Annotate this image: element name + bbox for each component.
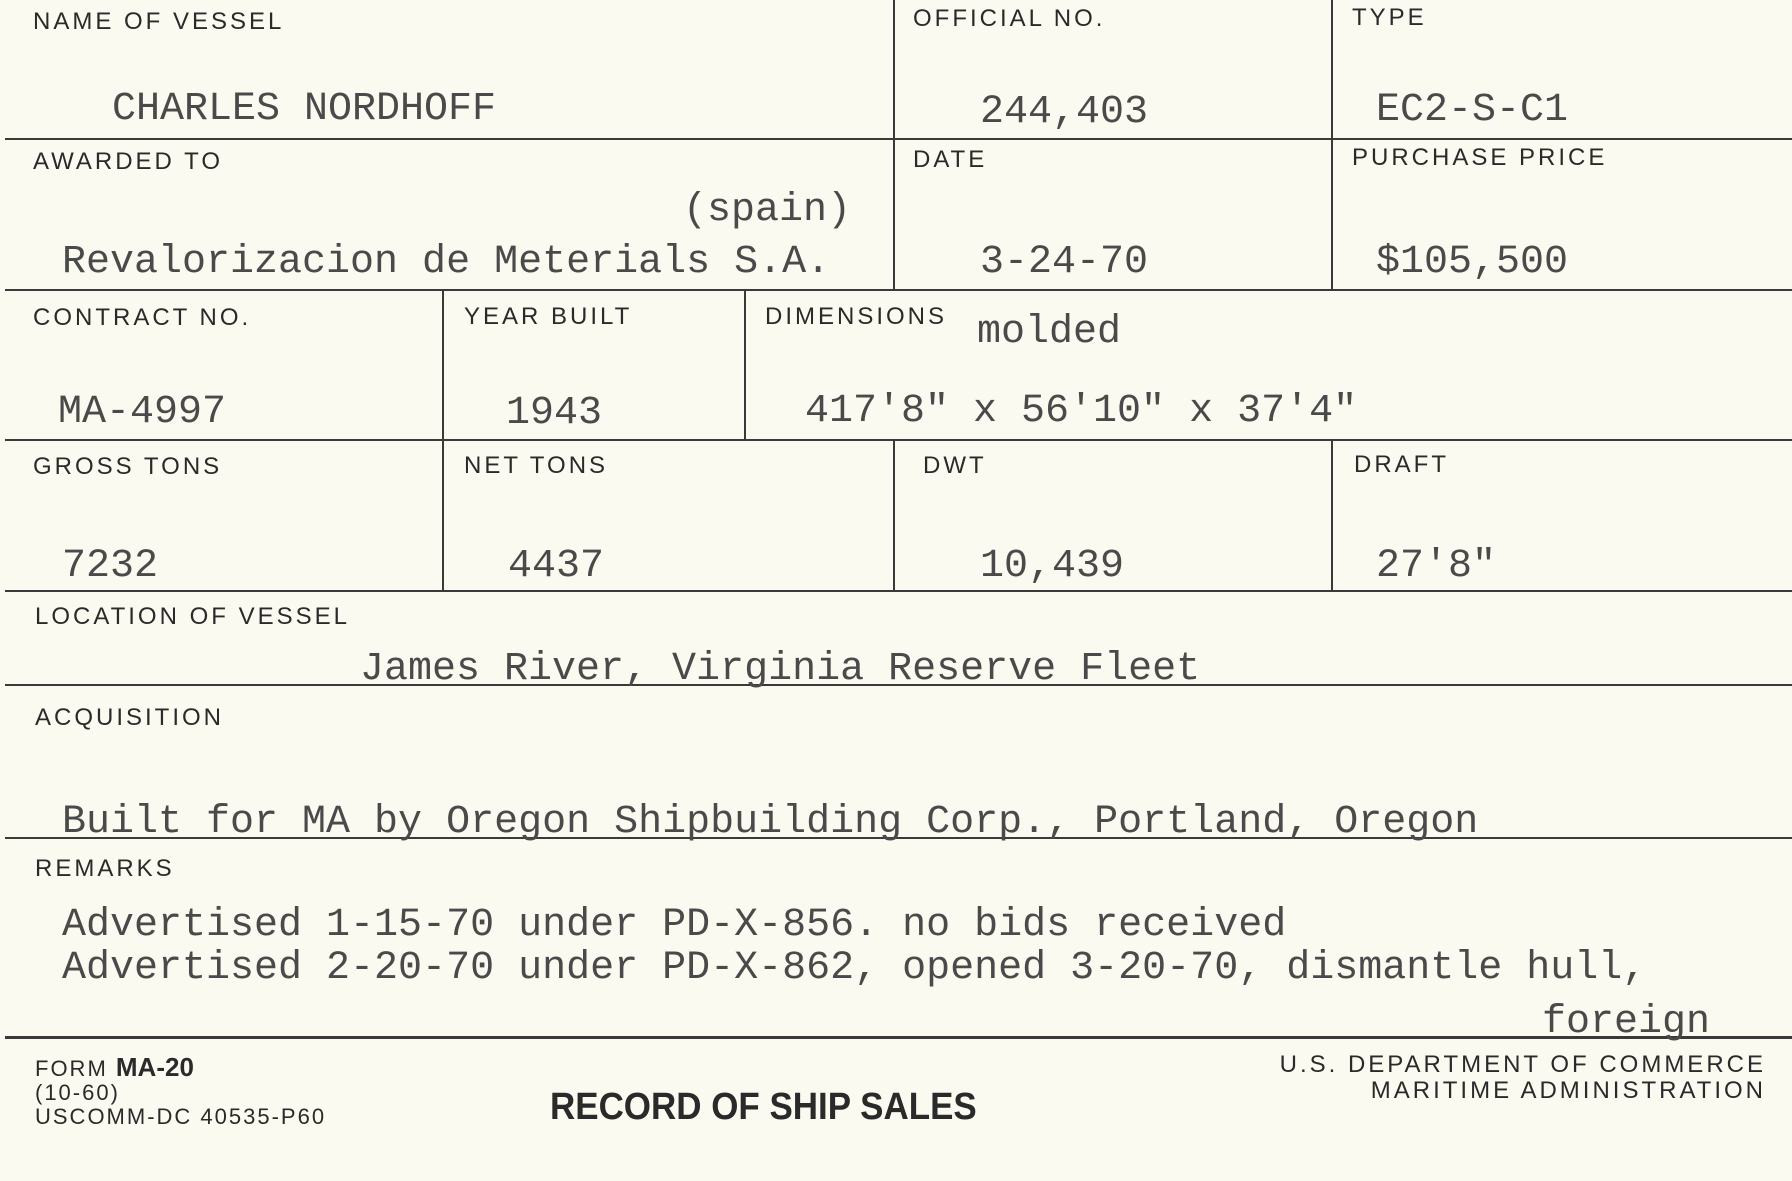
- column-divider: [744, 289, 746, 441]
- agency-name: MARITIME ADMINISTRATION: [1370, 1077, 1766, 1104]
- form-number: MA-20: [115, 1052, 194, 1082]
- awarded-to-value: Revalorizacion de Meterials S.A.: [62, 240, 831, 285]
- year-built-value: 1943: [506, 391, 603, 436]
- remarks-line-1: Advertised 1-15-70 under PD-X-856. no bids received: [62, 903, 1287, 948]
- purchase-price-value: $105,500: [1376, 240, 1569, 285]
- column-divider: [893, 439, 895, 592]
- awarded-to-label: AWARDED TO: [33, 148, 224, 175]
- card-title: RECORD OF SHIP SALES: [550, 1086, 977, 1128]
- column-divider: [1331, 439, 1333, 592]
- location-of-vessel-label: LOCATION OF VESSEL: [35, 603, 350, 630]
- net-tons-label: NET TONS: [464, 452, 609, 479]
- official-no-label: OFFICIAL NO.: [913, 5, 1106, 32]
- draft-value: 27'8": [1376, 544, 1497, 589]
- row-divider: [5, 1036, 1792, 1039]
- type-value: EC2-S-C1: [1376, 88, 1569, 133]
- remarks-label: REMARKS: [35, 855, 175, 882]
- acquisition-value: Built for MA by Oregon Shipbuilding Corp., Portland, Oregon: [62, 800, 1479, 845]
- official-no-value: 244,403: [980, 90, 1149, 135]
- contract-no-value: MA-4997: [58, 390, 227, 435]
- purchase-price-label: PURCHASE PRICE: [1352, 144, 1608, 171]
- column-divider: [1331, 0, 1333, 291]
- awarded-to-country: (spain): [683, 188, 852, 233]
- form-date: (10-60): [35, 1080, 120, 1105]
- name-of-vessel-value: CHARLES NORDHOFF: [112, 87, 497, 132]
- row-divider: [5, 590, 1792, 592]
- date-label: DATE: [913, 146, 988, 173]
- row-divider: [5, 138, 1792, 140]
- column-divider: [893, 0, 895, 291]
- row-divider: [5, 289, 1792, 291]
- remarks-line-2: Advertised 2-20-70 under PD-X-862, opened 3-20-70, dismantle hull,: [62, 946, 1647, 991]
- contract-no-label: CONTRACT NO.: [33, 304, 252, 331]
- name-of-vessel-label: NAME OF VESSEL: [33, 8, 285, 35]
- location-of-vessel-value: James River, Virginia Reserve Fleet: [360, 647, 1201, 692]
- form-prefix: FORM: [35, 1056, 108, 1081]
- dimensions-label: DIMENSIONS: [765, 303, 948, 330]
- year-built-label: YEAR BUILT: [464, 303, 633, 330]
- dimensions-note: molded: [977, 310, 1122, 355]
- acquisition-label: ACQUISITION: [35, 704, 225, 731]
- form-code: USCOMM-DC 40535-P60: [35, 1104, 327, 1129]
- draft-label: DRAFT: [1354, 451, 1449, 478]
- column-divider: [442, 289, 444, 592]
- dimensions-value: 417'8" x 56'10" x 37'4": [805, 389, 1358, 434]
- gross-tons-value: 7232: [62, 544, 159, 589]
- date-value: 3-24-70: [980, 240, 1149, 285]
- remarks-line-3: foreign: [1542, 1000, 1711, 1045]
- form-id: [35, 1052, 194, 1083]
- net-tons-value: 4437: [508, 544, 605, 589]
- type-label: TYPE: [1352, 4, 1427, 31]
- dwt-value: 10,439: [980, 544, 1125, 589]
- department-name: U.S. DEPARTMENT OF COMMERCE: [1279, 1051, 1766, 1078]
- row-divider: [5, 439, 1792, 441]
- dwt-label: DWT: [923, 452, 987, 479]
- gross-tons-label: GROSS TONS: [33, 453, 223, 480]
